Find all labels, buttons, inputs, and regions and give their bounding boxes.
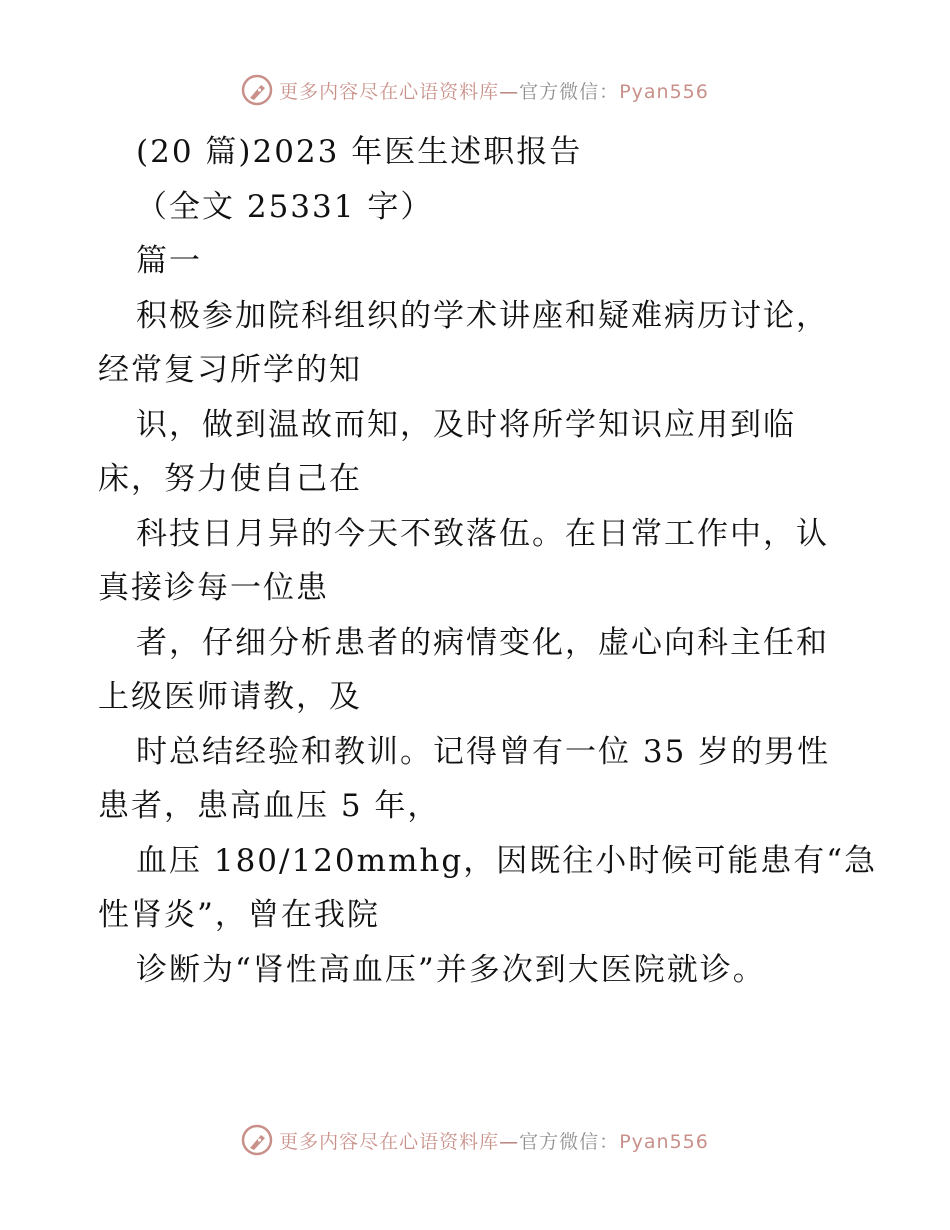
document-subtitle: （全文 25331 字） xyxy=(136,188,434,225)
paragraph-line: 上级医师请教，及 xyxy=(98,679,362,715)
paragraph-line: 识，做到温故而知，及时将所学知识应用到临 xyxy=(136,406,796,443)
pen-nib-logo-icon xyxy=(241,1124,273,1156)
paragraph-line: 经常复习所学的知 xyxy=(98,352,362,388)
paragraph-line: 科技日月异的今天不致落伍。在日常工作中，认 xyxy=(136,515,829,552)
pen-nib-logo-icon xyxy=(241,74,273,106)
paragraph-line: 患者，患高血压 5 年， xyxy=(98,788,441,824)
section-heading: 篇一 xyxy=(136,243,202,279)
paragraph-line: 床，努力使自己在 xyxy=(98,461,362,497)
footer-watermark xyxy=(0,1120,950,1160)
paragraph-line: 时总结经验和教训。记得曾有一位 35 岁的男性 xyxy=(136,733,831,770)
paragraph-line: 者，仔细分析患者的病情变化，虚心向科主任和 xyxy=(136,624,829,661)
paragraph-line: 性肾炎”，曾在我院 xyxy=(98,897,380,933)
watermark-text: 更多内容尽在心语资料库—官方微信：Pyan556 xyxy=(279,80,709,103)
paragraph-line: 血压 180/120mmhg，因既往小时候可能患有“急 xyxy=(136,842,878,879)
paragraph-line: 积极参加院科组织的学术讲座和疑难病历讨论， xyxy=(136,297,829,334)
document-body xyxy=(98,125,878,997)
header-watermark xyxy=(0,70,950,110)
paragraph-line: 真接诊每一位患 xyxy=(98,570,329,606)
watermark-text: 更多内容尽在心语资料库—官方微信：Pyan556 xyxy=(279,1130,709,1153)
paragraph-line: 诊断为“肾性高血压”并多次到大医院就诊。 xyxy=(136,951,766,988)
document-title: (20 篇)2023 年医生述职报告 xyxy=(136,134,583,170)
